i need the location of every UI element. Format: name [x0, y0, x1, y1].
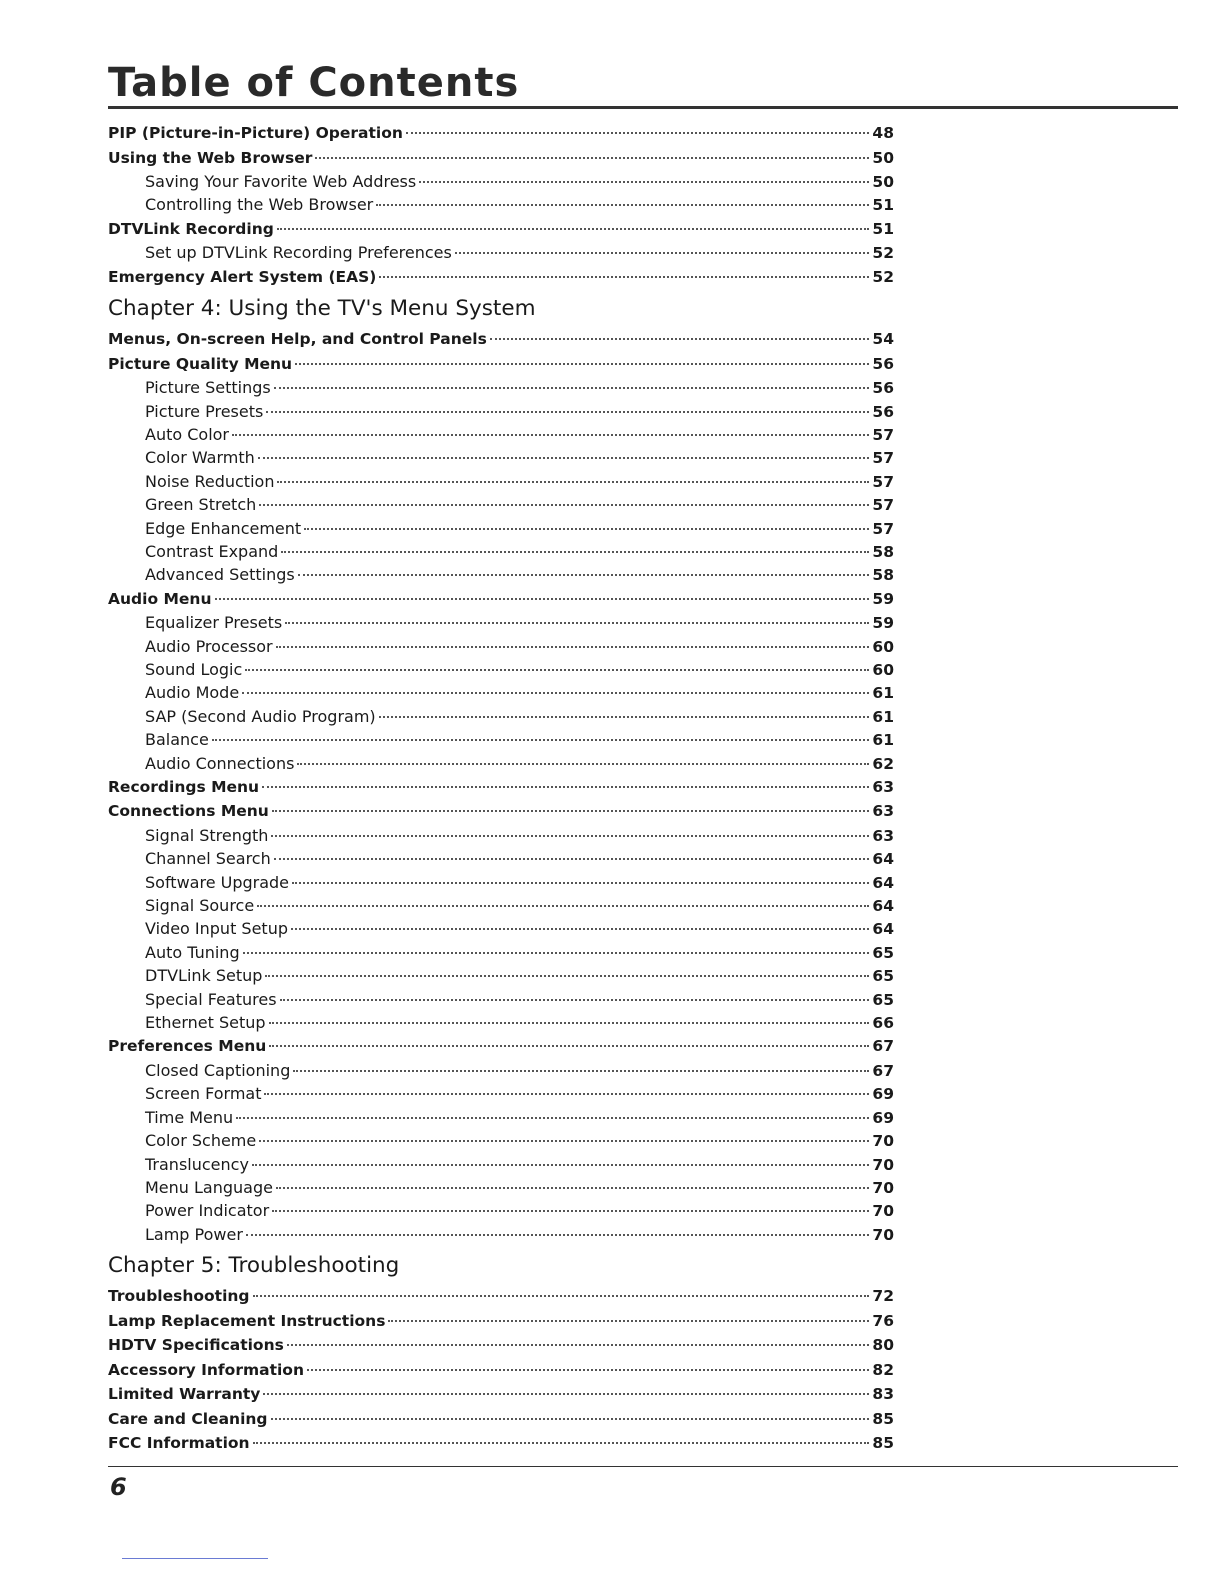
toc-entry-label: Picture Settings	[145, 378, 271, 398]
dot-leader	[253, 1442, 870, 1444]
dot-leader	[274, 387, 870, 389]
toc-entry-label: Audio Menu	[108, 589, 212, 608]
dot-leader	[281, 551, 869, 553]
toc-subentry[interactable]	[108, 917, 894, 940]
toc-entry-label: Care and Cleaning	[108, 1409, 268, 1428]
toc-entry-page: 51	[872, 219, 894, 238]
dot-leader	[379, 276, 869, 278]
toc-entry-page: 76	[872, 1311, 894, 1330]
toc-entry-page: 57	[872, 496, 894, 515]
toc-entry-label: Audio Processor	[145, 636, 273, 656]
dot-leader	[212, 739, 870, 741]
toc-entry-label: Recordings Menu	[108, 777, 260, 796]
toc-subentry[interactable]	[108, 1129, 894, 1152]
scan-edge-line	[122, 1558, 268, 1559]
toc-entry-page: 64	[872, 920, 894, 939]
toc-entry-page: 58	[872, 566, 894, 585]
toc-entry-page: 57	[872, 425, 894, 444]
toc-entry-page: 59	[872, 589, 894, 608]
toc-entry-page: 50	[872, 148, 894, 167]
toc-entry-label: Preferences Menu	[108, 1037, 267, 1056]
toc-entry-page: 63	[872, 777, 894, 796]
toc-subentry[interactable]	[108, 376, 894, 399]
toc-entry-page: 64	[872, 897, 894, 916]
toc-entry-page: 51	[872, 196, 894, 215]
toc-entry-page: 85	[872, 1409, 894, 1428]
dot-leader	[262, 786, 869, 788]
toc-subentry[interactable]	[108, 540, 894, 563]
toc-entry-page: 67	[872, 1037, 894, 1056]
toc-entry[interactable]	[108, 1358, 894, 1383]
toc-entry-label: Using the Web Browser	[108, 148, 313, 167]
toc-subentry[interactable]	[108, 988, 894, 1011]
toc-subentry[interactable]	[108, 611, 894, 634]
dot-leader	[259, 1140, 869, 1142]
dot-leader	[252, 1164, 870, 1166]
toc-entry-label: Auto Color	[145, 424, 230, 444]
dot-leader	[272, 810, 870, 812]
dot-leader	[419, 181, 869, 183]
toc-subentry[interactable]	[108, 728, 894, 751]
toc-entry-page: 85	[872, 1434, 894, 1453]
dot-leader	[253, 1295, 870, 1297]
toc-entry-label: HDTV Specifications	[108, 1336, 284, 1355]
toc-entry-page: 70	[872, 1225, 894, 1244]
toc-subentry[interactable]	[108, 1153, 894, 1176]
dot-leader	[298, 574, 870, 576]
toc-entry-page: 63	[872, 826, 894, 845]
toc-entry-label: Special Features	[145, 989, 277, 1009]
toc-entry-page: 57	[872, 472, 894, 491]
toc-entry-page: 64	[872, 850, 894, 869]
dot-leader	[269, 1022, 870, 1024]
toc-entry-label: Auto Tuning	[145, 942, 240, 962]
toc-entry-label: Lamp Power	[145, 1224, 243, 1244]
toc-subentry[interactable]	[108, 1011, 894, 1034]
toc-entry[interactable]	[108, 775, 894, 800]
toc-subentry[interactable]	[108, 1059, 894, 1082]
dot-leader	[291, 928, 869, 930]
toc-entry-label: PIP (Picture-in-Picture) Operation	[108, 124, 403, 142]
toc-entry-page: 54	[872, 330, 894, 349]
toc-entry-label: Video Input Setup	[145, 919, 288, 939]
toc-entry-page: 60	[872, 637, 894, 656]
toc-entry-label: FCC Information	[108, 1434, 250, 1453]
dot-leader	[274, 858, 870, 860]
toc-subentry[interactable]	[108, 635, 894, 658]
dot-leader	[246, 1234, 870, 1236]
dot-leader	[287, 1344, 870, 1346]
dot-leader	[266, 411, 869, 413]
toc-entry-label: Color Warmth	[145, 448, 255, 468]
toc-entry-label: Emergency Alert System (EAS)	[108, 267, 377, 286]
toc-entry-label: Contrast Expand	[145, 541, 279, 561]
toc-entry-label: Color Scheme	[145, 1131, 257, 1151]
toc-entry-label: Saving Your Favorite Web Address	[145, 172, 417, 191]
toc-entry-page: 57	[872, 449, 894, 468]
toc-entry-label: Sound Logic	[145, 659, 243, 679]
toc-subentry[interactable]	[108, 517, 894, 540]
dot-leader	[388, 1320, 869, 1322]
toc-entry-label: Equalizer Presets	[145, 613, 283, 633]
toc-entry-label: Connections Menu	[108, 802, 269, 821]
toc-entry[interactable]	[108, 1034, 894, 1059]
toc-entry[interactable]	[108, 587, 894, 612]
toc-subentry[interactable]	[108, 241, 894, 264]
dot-leader	[245, 669, 869, 671]
toc-subentry[interactable]	[108, 941, 894, 964]
toc-entry-label: Time Menu	[145, 1107, 234, 1127]
page-number: 6	[110, 1473, 127, 1501]
toc-entry-page: 65	[872, 990, 894, 1009]
toc-subentry[interactable]	[108, 193, 894, 216]
toc-subentry[interactable]	[108, 1199, 894, 1222]
toc-entry-label: Signal Source	[145, 896, 255, 916]
toc-entry-page: 52	[872, 267, 894, 286]
toc-subentry[interactable]	[108, 1082, 894, 1105]
dot-leader	[258, 457, 870, 459]
toc-subentry[interactable]	[108, 1176, 894, 1199]
dot-leader	[269, 1045, 869, 1047]
toc-subentry[interactable]	[108, 446, 894, 469]
toc-entry-page: 66	[872, 1014, 894, 1033]
chapter-heading: Chapter 5: Troubleshooting	[108, 1253, 400, 1279]
toc-entry-page: 56	[872, 402, 894, 421]
toc-entry[interactable]	[108, 1407, 894, 1432]
toc-entry-page: 61	[872, 731, 894, 750]
dot-leader	[232, 434, 869, 436]
dot-leader	[215, 598, 870, 600]
table-of-contents	[108, 121, 894, 1456]
toc-entry-label: Ethernet Setup	[145, 1013, 266, 1033]
toc-entry-page: 61	[872, 707, 894, 726]
toc-entry[interactable]	[108, 146, 894, 171]
toc-entry-page: 52	[872, 244, 894, 263]
toc-subentry[interactable]	[108, 824, 894, 847]
toc-entry[interactable]	[108, 121, 894, 146]
toc-entry[interactable]	[108, 1309, 894, 1334]
toc-subentry[interactable]	[108, 847, 894, 870]
footer-divider	[108, 1466, 1178, 1467]
toc-entry-page: 50	[872, 173, 894, 191]
toc-entry-label: DTVLink Recording	[108, 219, 274, 238]
toc-entry-label: Lamp Replacement Instructions	[108, 1311, 386, 1330]
toc-entry-page: 80	[872, 1336, 894, 1355]
dot-leader	[243, 952, 870, 954]
toc-entry-page: 60	[872, 660, 894, 679]
toc-entry-label: Translucency	[145, 1154, 249, 1174]
toc-entry-page: 48	[872, 124, 894, 142]
toc-entry-label: Menu Language	[145, 1177, 273, 1197]
dot-leader	[379, 716, 870, 718]
dot-leader	[376, 204, 869, 206]
toc-entry-page: 56	[872, 379, 894, 398]
toc-entry-page: 70	[872, 1178, 894, 1197]
toc-entry-label: DTVLink Setup	[145, 966, 263, 986]
dot-leader	[271, 835, 869, 837]
dot-leader	[264, 1093, 869, 1095]
toc-entry-label: Audio Mode	[145, 683, 240, 703]
dot-leader	[293, 1070, 869, 1072]
toc-entry-page: 72	[872, 1287, 894, 1306]
toc-entry-page: 67	[872, 1061, 894, 1080]
toc-subentry[interactable]	[108, 170, 894, 193]
dot-leader	[276, 1187, 869, 1189]
dot-leader	[259, 504, 869, 506]
toc-subentry[interactable]	[108, 658, 894, 681]
toc-entry[interactable]	[108, 1431, 894, 1456]
toc-entry-page: 70	[872, 1155, 894, 1174]
toc-subentry[interactable]	[108, 400, 894, 423]
toc-entry-label: Picture Presets	[145, 401, 264, 421]
dot-leader	[315, 157, 869, 159]
toc-entry-page: 83	[872, 1385, 894, 1404]
toc-subentry[interactable]	[108, 1106, 894, 1129]
toc-entry[interactable]	[108, 799, 894, 824]
toc-entry[interactable]	[108, 327, 894, 352]
dot-leader	[277, 481, 869, 483]
dot-leader	[242, 692, 869, 694]
toc-entry-label: Signal Strength	[145, 825, 269, 845]
toc-subentry[interactable]	[108, 705, 894, 728]
toc-entry-page: 70	[872, 1132, 894, 1151]
dot-leader	[263, 1393, 869, 1395]
toc-entry-page: 69	[872, 1108, 894, 1127]
dot-leader	[271, 1418, 870, 1420]
toc-subentry[interactable]	[108, 681, 894, 704]
dot-leader	[406, 132, 870, 134]
toc-entry-label: SAP (Second Audio Program)	[145, 706, 376, 726]
toc-subentry[interactable]	[108, 894, 894, 917]
chapter-heading: Chapter 4: Using the TV's Menu System	[108, 296, 536, 322]
dot-leader	[304, 528, 869, 530]
toc-entry-label: Edge Enhancement	[145, 518, 302, 538]
dot-leader	[455, 252, 870, 254]
toc-subentry[interactable]	[108, 563, 894, 586]
toc-entry-page: 56	[872, 354, 894, 373]
toc-entry-label: Picture Quality Menu	[108, 354, 293, 373]
dot-leader	[280, 999, 870, 1001]
toc-subentry[interactable]	[108, 1223, 894, 1246]
toc-entry-page: 61	[872, 684, 894, 703]
toc-entry-page: 64	[872, 873, 894, 892]
toc-subentry[interactable]	[108, 964, 894, 987]
toc-entry-page: 63	[872, 802, 894, 821]
dot-leader	[265, 975, 869, 977]
toc-entry-page: 65	[872, 943, 894, 962]
toc-entry-label: Green Stretch	[145, 495, 257, 515]
toc-entry-label: Menus, On-screen Help, and Control Panels	[108, 330, 487, 349]
dot-leader	[276, 646, 870, 648]
toc-entry-page: 62	[872, 754, 894, 773]
dot-leader	[307, 1369, 869, 1371]
dot-leader	[236, 1117, 869, 1119]
toc-entry[interactable]	[108, 1382, 894, 1407]
toc-entry-label: Software Upgrade	[145, 872, 290, 892]
toc-subentry[interactable]	[108, 871, 894, 894]
toc-entry-label: Channel Search	[145, 849, 271, 869]
toc-entry[interactable]	[108, 352, 894, 377]
toc-entry[interactable]	[108, 265, 894, 290]
title-divider	[108, 106, 1178, 109]
dot-leader	[297, 763, 869, 765]
toc-entry-label: Noise Reduction	[145, 471, 275, 491]
toc-entry-page: 70	[872, 1202, 894, 1221]
dot-leader	[277, 228, 870, 230]
toc-entry-page: 82	[872, 1360, 894, 1379]
toc-entry[interactable]	[108, 1284, 894, 1309]
toc-entry-label: Balance	[145, 730, 209, 750]
toc-subentry[interactable]	[108, 470, 894, 493]
dot-leader	[292, 882, 869, 884]
toc-entry-label: Audio Connections	[145, 753, 295, 773]
toc-entry-page: 65	[872, 967, 894, 986]
toc-entry[interactable]	[108, 1333, 894, 1358]
toc-entry-label: Troubleshooting	[108, 1287, 250, 1306]
toc-entry[interactable]	[108, 217, 894, 242]
toc-entry-label: Controlling the Web Browser	[145, 195, 374, 215]
toc-entry-label: Set up DTVLink Recording Preferences	[145, 243, 452, 263]
toc-entry-page: 69	[872, 1085, 894, 1104]
page-title: Table of Contents	[108, 60, 520, 106]
toc-entry-label: Limited Warranty	[108, 1385, 261, 1404]
dot-leader	[490, 338, 870, 340]
toc-subentry[interactable]	[108, 752, 894, 775]
toc-entry-page: 58	[872, 542, 894, 561]
toc-entry-label: Power Indicator	[145, 1201, 270, 1221]
toc-entry-label: Screen Format	[145, 1084, 262, 1104]
toc-entry-label: Advanced Settings	[145, 565, 295, 585]
toc-entry-label: Closed Captioning	[145, 1060, 291, 1080]
toc-subentry[interactable]	[108, 423, 894, 446]
toc-entry-page: 59	[872, 614, 894, 633]
dot-leader	[295, 363, 869, 365]
dot-leader	[272, 1210, 869, 1212]
dot-leader	[257, 905, 869, 907]
toc-entry-page: 57	[872, 519, 894, 538]
toc-entry-label: Accessory Information	[108, 1360, 304, 1379]
toc-subentry[interactable]	[108, 493, 894, 516]
dot-leader	[285, 622, 869, 624]
